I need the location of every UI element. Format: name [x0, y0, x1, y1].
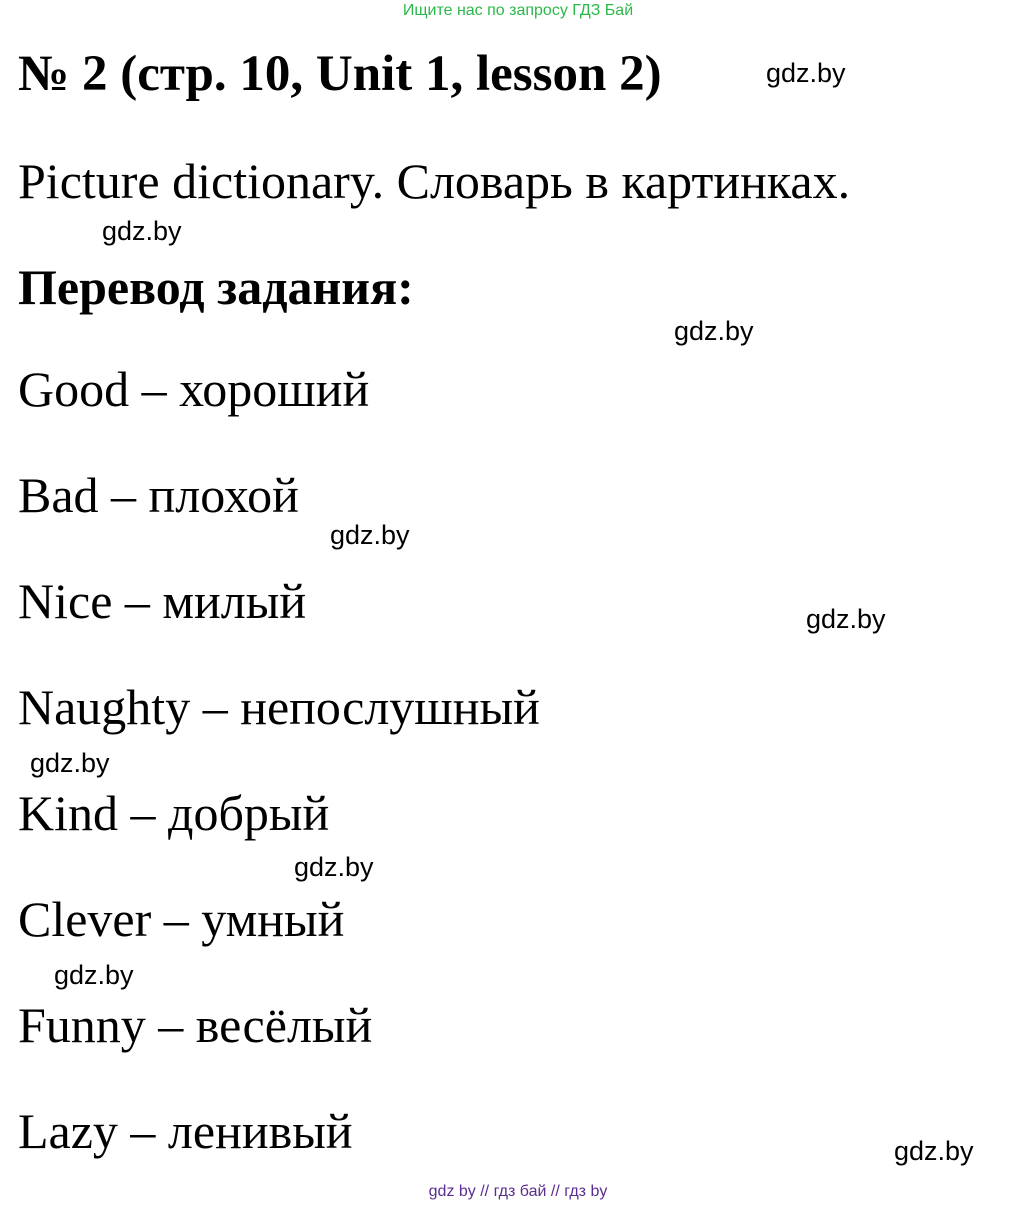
page-title: № 2 (стр. 10, Unit 1, lesson 2) [18, 46, 662, 102]
vocab-item: Naughty – непослушный [18, 679, 540, 735]
exercise-subtitle: Picture dictionary. Словарь в картинках. [18, 153, 851, 209]
vocab-item: Kind – добрый [18, 785, 330, 841]
watermark: gdz.by [894, 1136, 974, 1166]
watermark: gdz.by [294, 852, 374, 882]
watermark: gdz.by [766, 58, 846, 88]
search-hint-link[interactable]: Ищите нас по запросу ГДЗ Бай [402, 2, 634, 19]
watermark: gdz.by [30, 748, 110, 778]
section-heading: Перевод задания: [18, 259, 414, 315]
vocab-item: Bad – плохой [18, 467, 299, 523]
vocab-item: Nice – милый [18, 573, 307, 629]
footer-links[interactable]: gdz by // гдз бай // гдз by [428, 1183, 608, 1200]
watermark: gdz.by [102, 216, 182, 246]
vocab-item: Lazy – ленивый [18, 1103, 353, 1159]
vocab-item: Good – хороший [18, 361, 370, 417]
watermark: gdz.by [674, 316, 754, 346]
watermark: gdz.by [330, 520, 410, 550]
vocab-item: Funny – весёлый [18, 997, 373, 1053]
vocab-item: Clever – умный [18, 891, 345, 947]
watermark: gdz.by [806, 604, 886, 634]
watermark: gdz.by [54, 960, 134, 990]
